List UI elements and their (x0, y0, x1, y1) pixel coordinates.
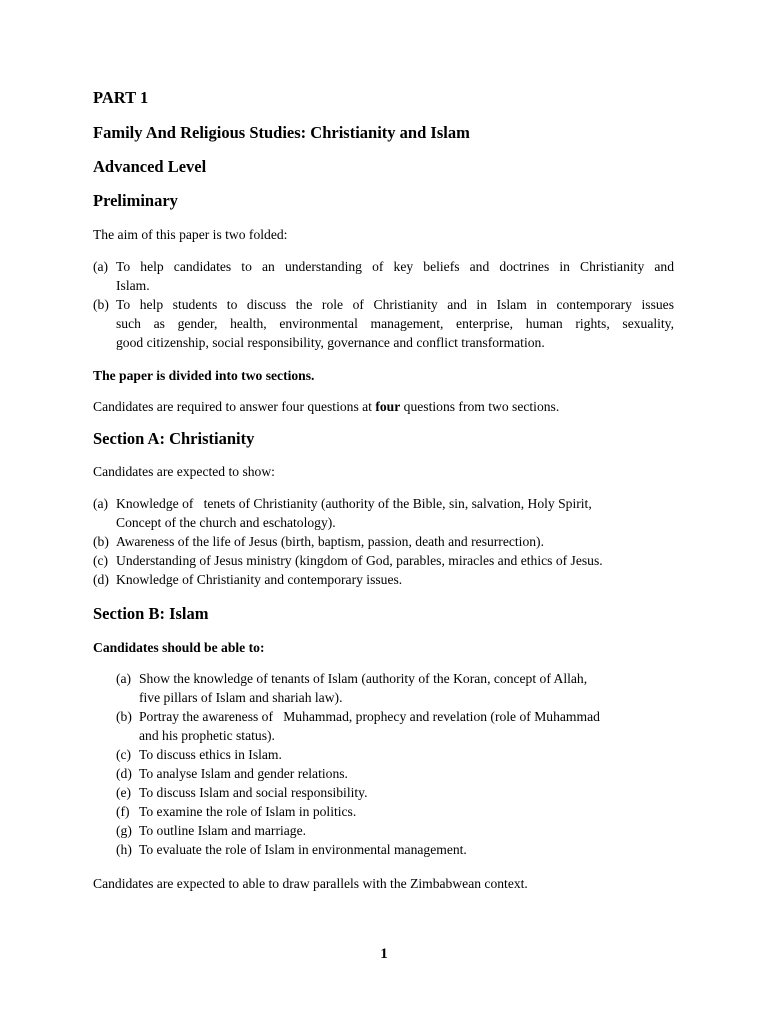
list-item-text: To evaluate the role of Islam in environmental management. (139, 842, 467, 857)
list-marker: (b) (93, 534, 109, 549)
list-item (93, 295, 674, 352)
section-a-heading: Section A: Christianity (93, 429, 255, 448)
requirement-before: Candidates are required to answer four questions at (93, 399, 376, 414)
list-item-text: Understanding of Jesus ministry (kingdom of God, parables, miracles and ethics of Jesus. (116, 553, 603, 568)
section-b-list (116, 669, 696, 859)
list-marker: (b) (93, 297, 109, 312)
list-item-text: good citizenship, social responsibility, governance and conflict transformation. (116, 335, 545, 350)
list-item-text: Portray the awareness of Muhammad, prophecy and revelation (role of Muhammad (139, 709, 600, 724)
aim-intro: The aim of this paper is two folded: (93, 227, 288, 242)
list-marker: (c) (93, 553, 109, 568)
list-item-text: Show the knowledge of tenants of Islam (authority of the Koran, concept of Allah, (139, 671, 588, 686)
preliminary-heading: Preliminary (93, 191, 178, 210)
list-item-text: Concept of the church and eschatology). (116, 515, 336, 530)
list-item (116, 783, 696, 802)
requirement-after: questions from two sections. (400, 399, 560, 414)
requirement-text (93, 397, 559, 416)
requirement-emphasis: four (375, 399, 401, 414)
list-item-text: To discuss Islam and social responsibility. (139, 785, 368, 800)
list-item-text: To discuss ethics in Islam. (139, 747, 282, 762)
list-item (116, 669, 696, 707)
list-item (116, 745, 696, 764)
part-title: PART 1 (93, 88, 149, 107)
list-marker: (b) (116, 709, 132, 724)
list-item-text: To help candidates to an understanding of key beliefs and doctrines in Christianity and (116, 259, 674, 274)
list-item (116, 707, 696, 745)
list-marker: (d) (93, 572, 109, 587)
page-number: 1 (380, 946, 388, 962)
section-b-heading: Section B: Islam (93, 604, 209, 623)
list-item-text: Knowledge of Christianity and contemporary issues. (116, 572, 403, 587)
aims-list (93, 257, 674, 352)
list-item-text: Awareness of the life of Jesus (birth, baptism, passion, death and resurrection). (116, 534, 544, 549)
list-marker: (h) (116, 842, 132, 857)
list-item (116, 821, 696, 840)
list-item-text: five pillars of Islam and shariah law). (139, 690, 343, 705)
level-heading: Advanced Level (93, 157, 207, 176)
list-item-text: Knowledge of tenets of Christianity (authority of the Bible, sin, salvation, Holy Spirit, (116, 496, 592, 511)
list-item (93, 570, 693, 589)
list-item-text: To examine the role of Islam in politics. (139, 804, 357, 819)
list-item (93, 494, 693, 532)
list-item-text: To help students to discuss the role of Christianity and in Islam in contemporary issues (116, 297, 674, 312)
subject-title: Family And Religious Studies: Christianity and Islam (93, 123, 470, 142)
list-item-text: such as gender, health, environmental management, enterprise, human rights, sexuality, (116, 316, 674, 331)
list-item-text: and his prophetic status). (139, 728, 275, 743)
list-marker: (d) (116, 766, 132, 781)
list-item-text: To outline Islam and marriage. (139, 823, 307, 838)
list-item (93, 532, 693, 551)
section-b-intro: Candidates should be able to: (93, 640, 265, 655)
list-item (116, 840, 696, 859)
section-a-list (93, 494, 693, 589)
list-marker: (e) (116, 785, 132, 800)
list-marker: (a) (93, 259, 109, 274)
list-marker: (f) (116, 804, 130, 819)
list-item-text: To analyse Islam and gender relations. (139, 766, 348, 781)
list-marker: (c) (116, 747, 132, 762)
list-marker: (a) (93, 496, 109, 511)
list-item (116, 764, 696, 783)
list-marker: (a) (116, 671, 132, 686)
closing-text: Candidates are expected to able to draw parallels with the Zimbabwean context. (93, 876, 528, 891)
section-a-intro: Candidates are expected to show: (93, 464, 275, 479)
list-item (116, 802, 696, 821)
list-marker: (g) (116, 823, 132, 838)
list-item-text: Islam. (116, 278, 150, 293)
division-note: The paper is divided into two sections. (93, 368, 315, 383)
list-item (93, 257, 674, 295)
list-item (93, 551, 693, 570)
